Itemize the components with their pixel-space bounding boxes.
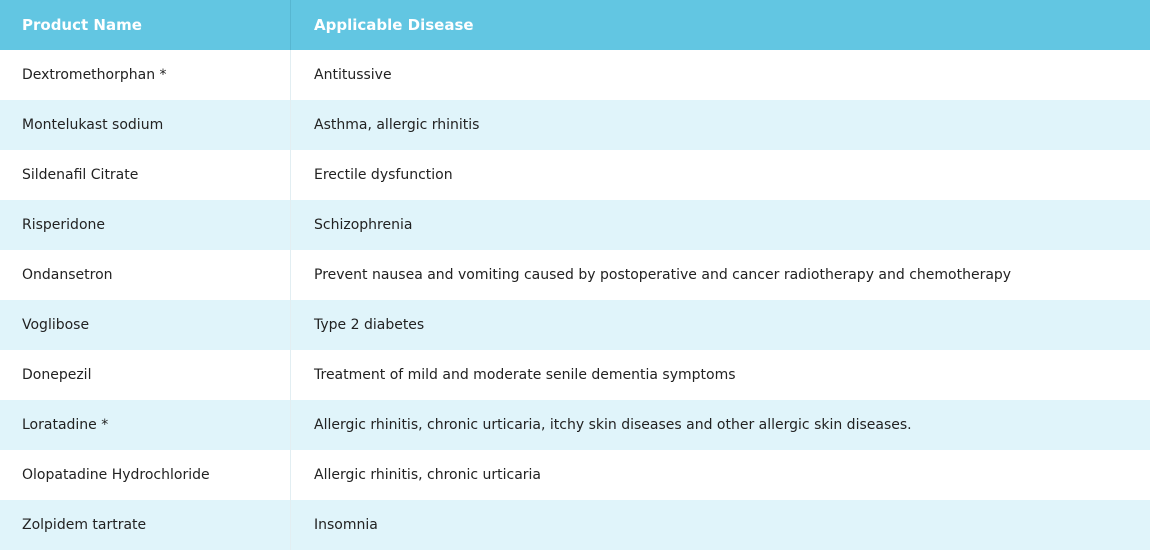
- table-row: [0, 100, 1150, 150]
- table-row: [0, 450, 1150, 500]
- disease-cell: Schizophrenia: [314, 217, 413, 233]
- product-name-cell: Loratadine *: [0, 400, 291, 450]
- disease-cell: Erectile dysfunction: [314, 167, 453, 183]
- table-row: [0, 300, 1150, 350]
- table-row: [0, 50, 1150, 100]
- product-name-cell: Zolpidem tartrate: [0, 500, 291, 550]
- disease-cell: Type 2 diabetes: [314, 317, 425, 333]
- product-name-cell: Voglibose: [0, 300, 291, 350]
- table-row: [0, 150, 1150, 200]
- product-name-cell: Donepezil: [0, 350, 291, 400]
- product-name-cell: Olopatadine Hydrochloride: [0, 450, 291, 500]
- header-applicable-disease: Applicable Disease: [314, 16, 474, 34]
- table-header: [0, 0, 1150, 50]
- product-name-cell: Risperidone: [0, 200, 291, 250]
- header-product-name: Product Name: [0, 0, 291, 50]
- product-name-cell: Montelukast sodium: [0, 100, 291, 150]
- disease-cell: Asthma, allergic rhinitis: [314, 117, 480, 133]
- disease-cell: Prevent nausea and vomiting caused by postoperative and cancer radiotherapy and chemotherapy: [314, 267, 1012, 283]
- disease-cell: Treatment of mild and moderate senile dementia symptoms: [314, 367, 736, 383]
- table-row: [0, 200, 1150, 250]
- table-row: [0, 400, 1150, 450]
- table-row: [0, 250, 1150, 300]
- product-name-cell: Dextromethorphan *: [0, 50, 291, 100]
- disease-cell: Allergic rhinitis, chronic urticaria: [314, 467, 542, 483]
- disease-cell: Insomnia: [314, 517, 378, 533]
- table-row: [0, 500, 1150, 550]
- disease-cell: Allergic rhinitis, chronic urticaria, itchy skin diseases and other allergic skin diseases.: [314, 417, 912, 433]
- product-name-cell: Sildenafil Citrate: [0, 150, 291, 200]
- table-row: [0, 350, 1150, 400]
- product-name-cell: Ondansetron: [0, 250, 291, 300]
- disease-cell: Antitussive: [314, 67, 392, 83]
